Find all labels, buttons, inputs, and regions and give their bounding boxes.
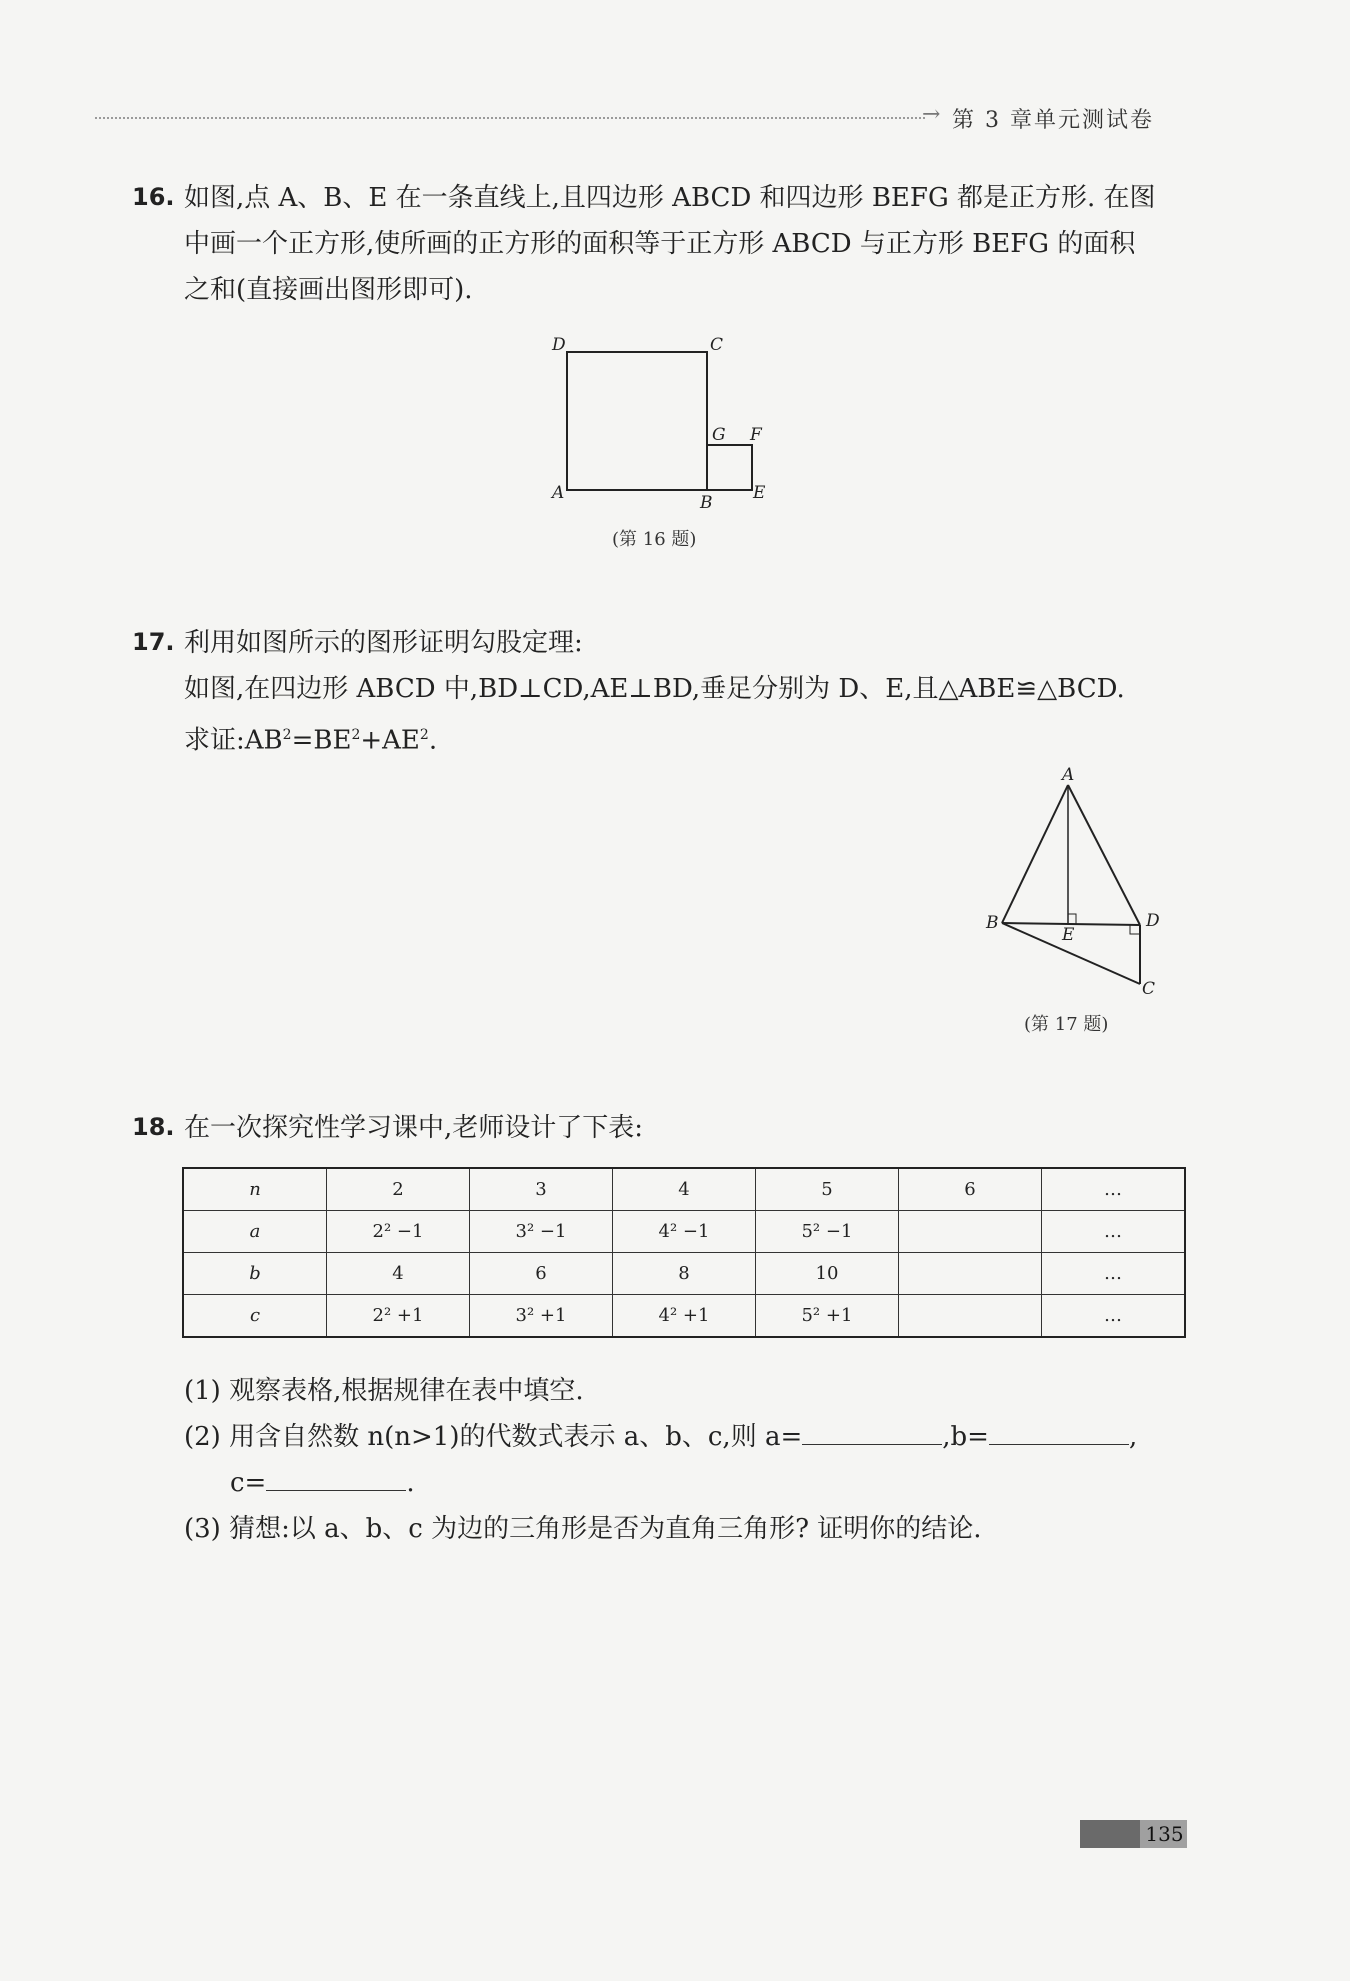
q16-figure: [540, 330, 780, 520]
label-f: F: [750, 425, 762, 445]
q16-line2: 中画一个正方形,使所画的正方形的面积等于正方形 ABCD 与正方形 BEFG 的面积: [184, 229, 1136, 259]
q17-number: 17.: [132, 628, 175, 656]
q18-sub2: (2) 用含自然数 n(n>1)的代数式表示 a、b、c,则 a= ,b= ,: [184, 1422, 1138, 1452]
q17-line3: 求证$:AB^2=BE^2+AE^2$.: [184, 725, 438, 756]
answer-blank-c[interactable]: [266, 1470, 406, 1491]
q17-figure: [970, 760, 1170, 1010]
q18-sub3: (3) 猜想:以 a、b、c 为边的三角形是否为直角三角形? 证明你的结论.: [184, 1514, 982, 1544]
label-b: B: [700, 493, 713, 513]
label-d: D: [552, 335, 566, 355]
q18-intro: 在一次探究性学习课中,老师设计了下表:: [184, 1113, 644, 1143]
chapter-title: 第 3 章单元测试卷: [952, 108, 1154, 133]
label-c: C: [710, 335, 724, 355]
q18-number: 18.: [132, 1113, 175, 1141]
pattern-table: [182, 1167, 1186, 1338]
label-a: A: [552, 483, 565, 503]
answer-blank-b[interactable]: [989, 1424, 1129, 1445]
label-e: E: [1062, 925, 1075, 945]
q17-line1: 利用如图所示的图形证明勾股定理:: [184, 628, 583, 658]
blank-cell[interactable]: [898, 1211, 1041, 1253]
page-number: 135: [1145, 1822, 1184, 1846]
square-befg: [707, 445, 752, 490]
label-g: G: [712, 425, 726, 445]
label-a: A: [1062, 765, 1075, 785]
q18-sub2-cont: c= .: [230, 1468, 415, 1498]
q17-line2: 如图,在四边形 ABCD 中,BD⊥CD,AE⊥BD,垂足分别为 D、E,且△ABE≌△BCD.: [184, 674, 1125, 704]
blank-cell[interactable]: [898, 1295, 1041, 1338]
q17-caption: (第 17 题): [1024, 1014, 1109, 1035]
label-e: E: [753, 483, 766, 503]
label-d: D: [1146, 911, 1160, 931]
q18-sub1: (1) 观察表格,根据规律在表中填空.: [184, 1376, 584, 1406]
header-dotted-line: [95, 117, 925, 119]
q16-caption: (第 16 题): [612, 529, 697, 550]
q16-line3: 之和(直接画出图形即可).: [184, 275, 473, 305]
label-b: B: [986, 913, 999, 933]
q16-line1: 如图,点 A、B、E 在一条直线上,且四边形 ABCD 和四边形 BEFG 都是正方形. 在图: [184, 183, 1156, 213]
blank-cell[interactable]: [898, 1253, 1041, 1295]
q16-number: 16.: [132, 183, 175, 211]
label-c: C: [1142, 979, 1156, 999]
table-row-c: c 2² +1 3² +1 4² +1 5² +1 …: [183, 1295, 1185, 1338]
table-row-b: b 4 6 8 10 …: [183, 1253, 1185, 1295]
table-row-a: a 2² −1 3² −1 4² −1 5² −1 …: [183, 1211, 1185, 1253]
header-arrow-icon: →: [922, 102, 941, 127]
answer-blank-a[interactable]: [802, 1424, 942, 1445]
square-abcd: [567, 352, 707, 490]
table-row-n: n 2 3 4 5 6 …: [183, 1168, 1185, 1211]
